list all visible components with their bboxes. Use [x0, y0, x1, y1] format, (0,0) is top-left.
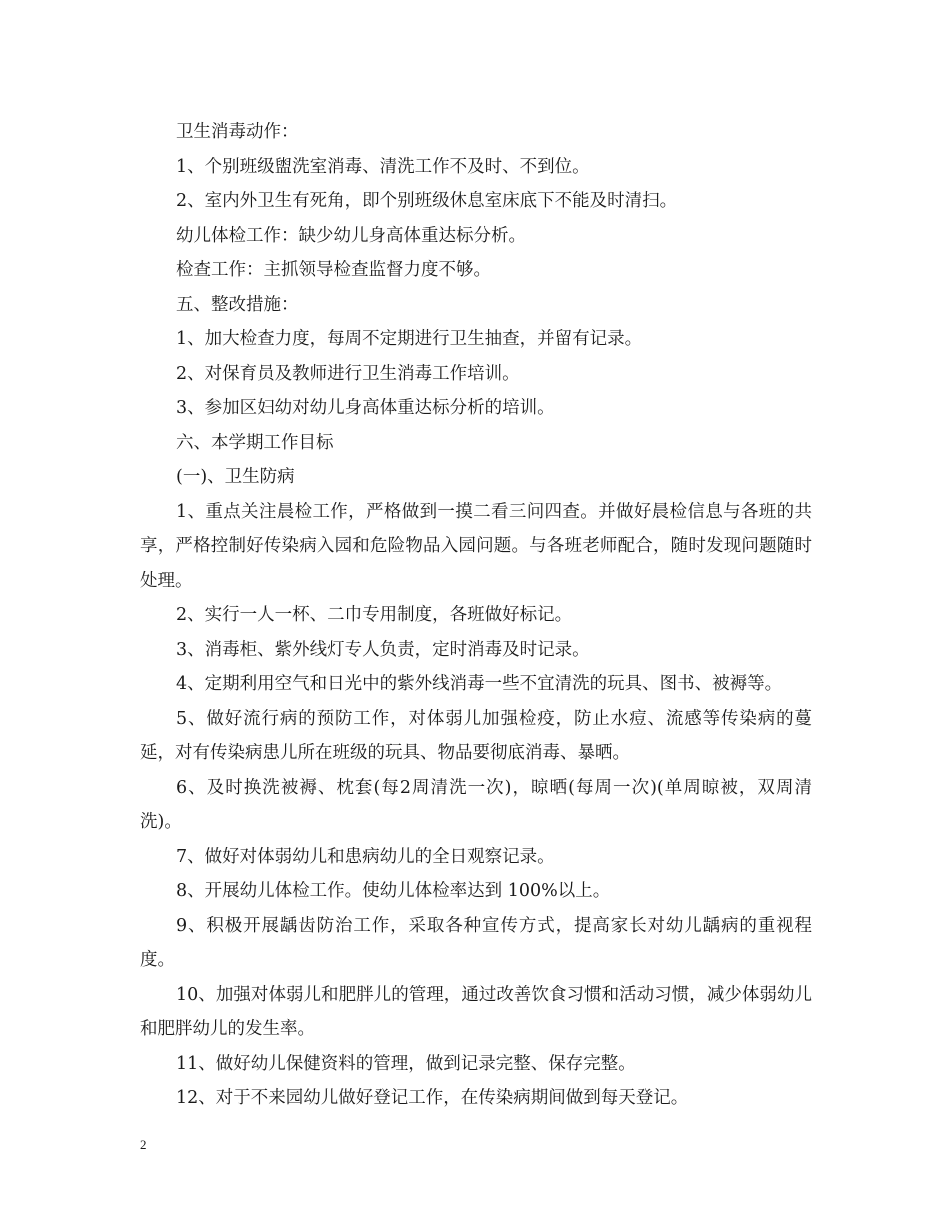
paragraph: 3、消毒柜、紫外线灯专人负责，定时消毒及时记录。: [176, 639, 590, 660]
paragraph: 1、加大检查力度，每周不定期进行卫生抽查，并留有记录。: [176, 329, 643, 349]
paragraph: 12、对于不来园幼儿做好登记工作，在传染病期间做到每天登记。: [176, 1088, 689, 1108]
paragraph: 10、加强对体弱儿和肥胖儿的管理，通过改善饮食习惯和活动习惯，减少体弱幼儿和肥胖幼儿的发生率。: [140, 984, 812, 1039]
paragraph: 3、参加区妇幼对幼儿身高体重达标分析的培训。: [176, 398, 555, 418]
paragraph: 5、做好流行病的预防工作，对体弱儿加强检疫，防止水痘、流感等传染病的蔓延，对有传染病患儿所在班级的玩具、物品要彻底消毒、暴晒。: [140, 708, 812, 763]
paragraph: 9、积极开展龋齿防治工作，采取各种宣传方式，提高家长对幼儿龋病的重视程度。: [140, 915, 812, 970]
paragraph: 1、重点关注晨检工作，严格做到一摸二看三问四查。并做好晨检信息与各班的共享，严格控制好传染病入园和危险物品入园问题。与各班老师配合，随时发现问题随时处理。: [140, 501, 812, 591]
paragraph: 4、定期利用空气和日光中的紫外线消毒一些不宜清洗的玩具、图书、被褥等。: [176, 674, 783, 694]
paragraph: 6、及时换洗被褥、枕套(每2周清洗一次)，晾晒(每周一次)(单周晾被，双周清洗)。: [140, 777, 812, 832]
paragraph: 幼儿体检工作：缺少幼儿身高体重达标分析。: [176, 225, 526, 246]
paragraph: 2、室内外卫生有死角，即个别班级休息室床底下不能及时清扫。: [176, 191, 678, 211]
paragraph: 7、做好对体弱幼儿和患病幼儿的全日观察记录。: [176, 846, 555, 867]
paragraph: 2、实行一人一杯、二巾专用制度，各班做好标记。: [176, 605, 573, 625]
paragraph: 11、做好幼儿保健资料的管理，做到记录完整、保存完整。: [176, 1053, 636, 1074]
paragraph: 8、开展幼儿体检工作。使幼儿体检率达到 100%以上。: [176, 881, 611, 901]
page-number: 2: [140, 1137, 147, 1152]
document-body: [140, 115, 812, 1116]
section-heading: 六、本学期工作目标: [176, 432, 334, 453]
paragraph: 检查工作：主抓领导检查监督力度不够。: [176, 260, 491, 280]
section-heading: 五、整改措施：: [176, 294, 299, 315]
subsection-heading: (一)、卫生防病: [176, 467, 295, 487]
paragraph: 卫生消毒动作：: [176, 122, 299, 142]
paragraph: 2、对保育员及教师进行卫生消毒工作培训。: [176, 363, 520, 384]
paragraph: 1、个别班级盥洗室消毒、清洗工作不及时、不到位。: [176, 156, 590, 177]
